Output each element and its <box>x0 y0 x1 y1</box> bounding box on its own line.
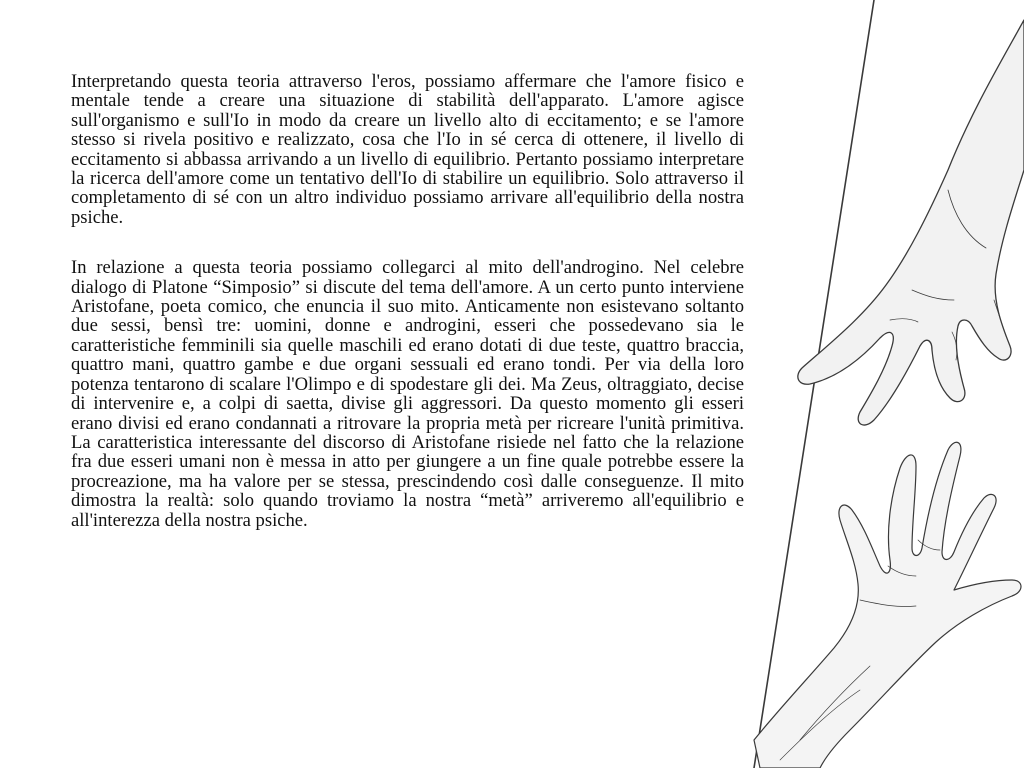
paragraph-androgyne-myth: In relazione a questa teoria possiamo collegarci al mito dell'androgino. Nel celebre dialogo di Platone “Simposio” si discute del tema dell'amore. A un certo punto interviene Aristofane, poeta comico, che enuncia il suo mito. Anticamente non esistevano soltanto due sessi, bensì tre: uomini, donne e androgini, esseri che possedevano sia le caratteristiche femminili sia quelle maschili ed erano dotati di due teste, quattro braccia, quattro mani, quattro gambe e due organi sessuali ed erano tondi. Per via della loro potenza tentarono di scalare l'Olimpo e di spodestare gli dei. Ma Zeus, oltraggiato, decise di intervenire e, a colpi di saetta, divise gli aggressori. Da questo momento gli esseri erano divisi ed erano condannati a ritrovare la propria metà per ricreare l'unità primitiva. La caratteristica interessante del discorso di Aristofane risiede nel fatto che la relazione fra due esseri umani non è messa in atto per giungere a un fine quale potrebbe essere la procreazione, ma ha valore per se stessa, prescindendo così dalle conseguenze. Il mito dimostra la realtà: solo quando troviamo la nostra “metà” arriveremo all'equilibrio e all'interezza della nostra psiche. <box>71 257 744 531</box>
lower-hand-icon <box>754 442 1021 768</box>
upper-hand-icon <box>798 20 1024 425</box>
paragraph-eros-equilibrium: Interpretando questa teoria attraverso l'eros, possiamo affermare che l'amore fisico e mentale tende a creare una situazione di stabilità dell'apparato. L'amore agisce sull'organismo e sull'Io in modo da creare un livello alto di eccitamento; e se l'amore stesso si rivela positivo e realizzato, cosa che l'Io in sé cerca di ottenere, il livello di eccitamento si abbassa arrivando a un livello di equilibrio. Pertanto possiamo interpretare la ricerca dell'amore come un tentativo dell'Io di stabilire un equilibrio. Solo attraverso il completamento di sé con un altro individuo possiamo arrivare all'equilibrio della nostra psiche. <box>71 71 744 228</box>
reaching-hands-illustration <box>740 0 1024 768</box>
text-column <box>71 72 744 530</box>
